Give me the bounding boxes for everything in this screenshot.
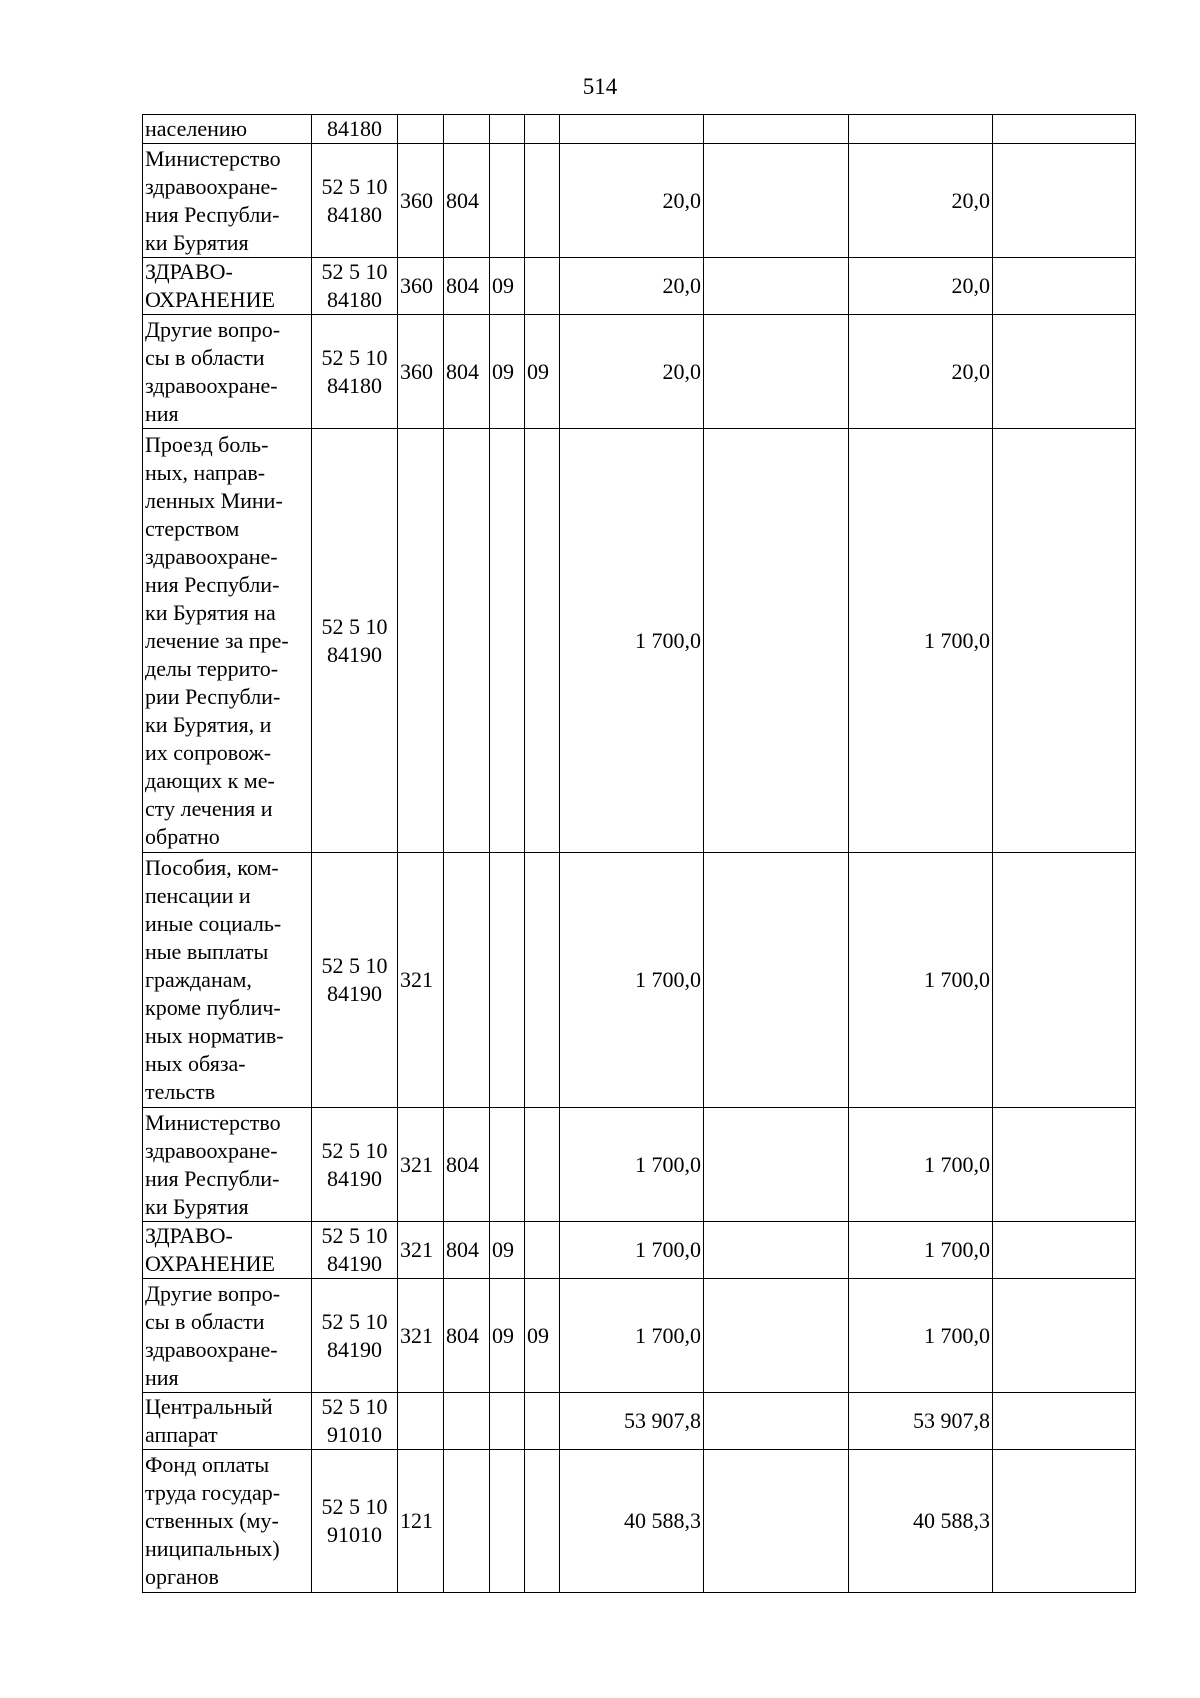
expense-type-cell xyxy=(398,115,444,144)
table-row xyxy=(143,115,1136,144)
row-name-cell-line: ные выплаты xyxy=(145,939,269,964)
target-article-code-cell xyxy=(312,1222,398,1279)
amount-cell-1: 1 700,0 xyxy=(560,1279,704,1393)
amount-cell-1: 40 588,3 xyxy=(560,1450,704,1593)
subsection-code-cell xyxy=(525,144,560,258)
table-row xyxy=(143,1108,1136,1222)
subsection-code-cell xyxy=(525,258,560,315)
row-name-cell xyxy=(143,429,312,853)
row-name-cell-line: ния xyxy=(145,1364,179,1390)
row-name-cell-line: Министерство xyxy=(145,1109,281,1135)
main-manager-code-cell xyxy=(444,115,490,144)
row-name-cell xyxy=(143,258,312,315)
row-name-cell-line: рии Республи- xyxy=(145,683,281,709)
amount-cell-3 xyxy=(849,115,993,144)
row-name-cell-line: ОХРАНЕНИЕ xyxy=(145,1251,275,1276)
amount-cell-2 xyxy=(704,115,849,144)
target-article-code-cell-line: 52 5 10 xyxy=(321,1494,388,1519)
row-name-cell-line: здравоохране- xyxy=(145,173,278,199)
table-row xyxy=(143,1393,1136,1450)
row-name-cell-line: обратно xyxy=(145,823,220,849)
row-name-cell-line: лечение за пре- xyxy=(145,627,289,653)
main-manager-code-cell xyxy=(444,1393,490,1450)
subsection-code-cell xyxy=(525,853,560,1108)
expense-type-cell: 321 xyxy=(398,1279,444,1393)
amount-cell-4 xyxy=(993,115,1136,144)
expense-type-cell: 321 xyxy=(398,1222,444,1279)
amount-cell-4 xyxy=(993,853,1136,1108)
target-article-code-cell-line: 52 5 10 xyxy=(321,1137,388,1163)
table-row xyxy=(143,1279,1136,1393)
row-name-cell xyxy=(143,315,312,429)
amount-cell-2 xyxy=(704,1108,849,1222)
table-row xyxy=(143,1222,1136,1279)
amount-cell-1 xyxy=(560,115,704,144)
row-name-cell-line: ЗДРАВО- xyxy=(145,1223,233,1248)
main-manager-code-cell: 804 xyxy=(444,1222,490,1279)
row-name-cell-line: сту лечения и xyxy=(145,795,273,821)
target-article-code-cell xyxy=(312,1450,398,1593)
row-name-cell-line: тельств xyxy=(145,1079,216,1104)
row-name-cell-line: ки Бурятия xyxy=(145,229,249,255)
target-article-code-cell xyxy=(312,144,398,258)
amount-cell-3: 20,0 xyxy=(849,258,993,315)
row-name-cell-line: пенсации и xyxy=(145,883,251,908)
amount-cell-4 xyxy=(993,1393,1136,1450)
row-name-cell-line: ния Республи- xyxy=(145,571,280,597)
amount-cell-4 xyxy=(993,429,1136,853)
target-article-code-cell-line: 91010 xyxy=(327,1522,382,1547)
amount-cell-3: 20,0 xyxy=(849,144,993,258)
section-code-cell xyxy=(490,115,525,144)
table-row xyxy=(143,258,1136,315)
table-row xyxy=(143,1450,1136,1593)
row-name-cell-line: стерством xyxy=(145,515,240,541)
row-name-cell-line: сы в области xyxy=(145,344,265,370)
section-code-cell xyxy=(490,429,525,853)
subsection-code-cell xyxy=(525,1108,560,1222)
row-name-cell-line: здравоохране- xyxy=(145,543,278,569)
row-name-cell xyxy=(143,853,312,1108)
row-name-cell-line: органов xyxy=(145,1564,219,1589)
subsection-code-cell xyxy=(525,1393,560,1450)
row-name-cell-line: труда государ- xyxy=(145,1480,281,1505)
target-article-code-cell xyxy=(312,1108,398,1222)
amount-cell-3: 1 700,0 xyxy=(849,429,993,853)
amount-cell-1: 20,0 xyxy=(560,315,704,429)
row-name-cell-line: иные социаль- xyxy=(145,911,282,936)
target-article-code-cell xyxy=(312,429,398,853)
target-article-code-cell-line: 84180 xyxy=(327,287,382,312)
section-code-cell xyxy=(490,1108,525,1222)
row-name-cell-line: ния Республи- xyxy=(145,1165,280,1191)
amount-cell-2 xyxy=(704,1450,849,1593)
row-name-cell-line: населению xyxy=(145,116,248,141)
amount-cell-2 xyxy=(704,315,849,429)
amount-cell-4 xyxy=(993,258,1136,315)
subsection-code-cell xyxy=(525,429,560,853)
amount-cell-2 xyxy=(704,144,849,258)
row-name-cell-line: ственных (му- xyxy=(145,1508,279,1533)
subsection-code-cell: 09 xyxy=(525,1279,560,1393)
row-name-cell-line: ных, направ- xyxy=(145,459,266,485)
expense-type-cell xyxy=(398,1393,444,1450)
row-name-cell-line: аппарат xyxy=(145,1422,218,1447)
row-name-cell-line: гражданам, xyxy=(145,967,252,992)
row-name-cell-line: делы террито- xyxy=(145,655,279,681)
expense-type-cell xyxy=(398,429,444,853)
main-manager-code-cell: 804 xyxy=(444,144,490,258)
target-article-code-cell xyxy=(312,1279,398,1393)
expense-type-cell: 360 xyxy=(398,144,444,258)
target-article-code-cell-line: 52 5 10 xyxy=(321,1223,388,1248)
row-name-cell-line: ки Бурятия на xyxy=(145,599,276,625)
amount-cell-3: 40 588,3 xyxy=(849,1450,993,1593)
target-article-code-cell-line: 84190 xyxy=(327,1336,382,1362)
row-name-cell-line: кроме публич- xyxy=(145,995,281,1020)
amount-cell-3: 20,0 xyxy=(849,315,993,429)
row-name-cell-line: сы в области xyxy=(145,1308,265,1334)
target-article-code-cell-line: 52 5 10 xyxy=(321,173,388,199)
target-article-code-cell xyxy=(312,1393,398,1450)
target-article-code-cell-line: 84180 xyxy=(327,201,382,227)
subsection-code-cell xyxy=(525,1450,560,1593)
main-manager-code-cell: 804 xyxy=(444,315,490,429)
table-row xyxy=(143,315,1136,429)
target-article-code-cell-line: 52 5 10 xyxy=(321,613,388,639)
amount-cell-4 xyxy=(993,1108,1136,1222)
amount-cell-4 xyxy=(993,315,1136,429)
amount-cell-2 xyxy=(704,429,849,853)
section-code-cell xyxy=(490,1450,525,1593)
table-row xyxy=(143,429,1136,853)
amount-cell-1: 1 700,0 xyxy=(560,429,704,853)
amount-cell-1: 20,0 xyxy=(560,258,704,315)
target-article-code-cell-line: 84180 xyxy=(327,116,382,141)
target-article-code-cell xyxy=(312,853,398,1108)
row-name-cell-line: ния Республи- xyxy=(145,201,280,227)
row-name-cell-line: Проезд боль- xyxy=(145,431,269,457)
amount-cell-3: 1 700,0 xyxy=(849,853,993,1108)
target-article-code-cell-line: 84180 xyxy=(327,372,382,398)
subsection-code-cell xyxy=(525,115,560,144)
target-article-code-cell xyxy=(312,258,398,315)
amount-cell-2 xyxy=(704,1393,849,1450)
amount-cell-2 xyxy=(704,1222,849,1279)
subsection-code-cell xyxy=(525,1222,560,1279)
table-row xyxy=(143,144,1136,258)
target-article-code-cell-line: 52 5 10 xyxy=(321,1394,388,1419)
main-manager-code-cell: 804 xyxy=(444,258,490,315)
row-name-cell-line: ОХРАНЕНИЕ xyxy=(145,287,275,312)
row-name-cell-line: Другие вопро- xyxy=(145,1280,281,1306)
table-row xyxy=(143,853,1136,1108)
amount-cell-1: 53 907,8 xyxy=(560,1393,704,1450)
amount-cell-2 xyxy=(704,1279,849,1393)
amount-cell-2 xyxy=(704,258,849,315)
expense-type-cell: 321 xyxy=(398,1108,444,1222)
row-name-cell-line: ки Бурятия xyxy=(145,1193,249,1219)
row-name-cell-line: Пособия, ком- xyxy=(145,855,279,880)
row-name-cell-line: ния xyxy=(145,400,179,426)
expense-type-cell: 121 xyxy=(398,1450,444,1593)
budget-table xyxy=(142,114,1136,1593)
row-name-cell-line: Министерство xyxy=(145,145,281,171)
amount-cell-3: 1 700,0 xyxy=(849,1108,993,1222)
amount-cell-4 xyxy=(993,1450,1136,1593)
main-manager-code-cell: 804 xyxy=(444,1108,490,1222)
section-code-cell: 09 xyxy=(490,1222,525,1279)
subsection-code-cell: 09 xyxy=(525,315,560,429)
main-manager-code-cell xyxy=(444,429,490,853)
row-name-cell-line: дающих к ме- xyxy=(145,767,275,793)
section-code-cell xyxy=(490,144,525,258)
row-name-cell-line: здравоохране- xyxy=(145,372,278,398)
row-name-cell xyxy=(143,144,312,258)
amount-cell-3: 53 907,8 xyxy=(849,1393,993,1450)
target-article-code-cell-line: 84190 xyxy=(327,981,382,1006)
row-name-cell-line: ленных Мини- xyxy=(145,487,283,513)
row-name-cell xyxy=(143,1393,312,1450)
amount-cell-1: 1 700,0 xyxy=(560,1222,704,1279)
row-name-cell-line: здравоохране- xyxy=(145,1137,278,1163)
row-name-cell-line: ниципальных) xyxy=(145,1536,280,1561)
section-code-cell xyxy=(490,853,525,1108)
row-name-cell-line: Центральный xyxy=(145,1394,273,1419)
amount-cell-4 xyxy=(993,1222,1136,1279)
target-article-code-cell xyxy=(312,115,398,144)
row-name-cell-line: Фонд оплаты xyxy=(145,1452,270,1477)
section-code-cell xyxy=(490,1393,525,1450)
amount-cell-2 xyxy=(704,853,849,1108)
row-name-cell-line: Другие вопро- xyxy=(145,316,281,342)
row-name-cell-line: их сопровож- xyxy=(145,739,272,765)
amount-cell-1: 20,0 xyxy=(560,144,704,258)
target-article-code-cell-line: 84190 xyxy=(327,641,382,667)
amount-cell-1: 1 700,0 xyxy=(560,1108,704,1222)
target-article-code-cell-line: 84190 xyxy=(327,1165,382,1191)
main-manager-code-cell xyxy=(444,853,490,1108)
target-article-code-cell-line: 52 5 10 xyxy=(321,344,388,370)
main-manager-code-cell xyxy=(444,1450,490,1593)
section-code-cell: 09 xyxy=(490,315,525,429)
amount-cell-4 xyxy=(993,1279,1136,1393)
amount-cell-4 xyxy=(993,144,1136,258)
target-article-code-cell xyxy=(312,315,398,429)
row-name-cell xyxy=(143,1222,312,1279)
amount-cell-3: 1 700,0 xyxy=(849,1279,993,1393)
target-article-code-cell-line: 52 5 10 xyxy=(321,259,388,284)
row-name-cell xyxy=(143,1279,312,1393)
row-name-cell xyxy=(143,1450,312,1593)
page-number: 514 xyxy=(582,74,618,99)
target-article-code-cell-line: 84190 xyxy=(327,1251,382,1276)
row-name-cell-line: ных норматив- xyxy=(145,1023,284,1048)
expense-type-cell: 321 xyxy=(398,853,444,1108)
main-manager-code-cell: 804 xyxy=(444,1279,490,1393)
section-code-cell: 09 xyxy=(490,1279,525,1393)
section-code-cell: 09 xyxy=(490,258,525,315)
target-article-code-cell-line: 91010 xyxy=(327,1422,382,1447)
expense-type-cell: 360 xyxy=(398,315,444,429)
target-article-code-cell-line: 52 5 10 xyxy=(321,1308,388,1334)
row-name-cell xyxy=(143,115,312,144)
row-name-cell xyxy=(143,1108,312,1222)
expense-type-cell: 360 xyxy=(398,258,444,315)
row-name-cell-line: ных обяза- xyxy=(145,1051,246,1076)
row-name-cell-line: ЗДРАВО- xyxy=(145,259,233,284)
amount-cell-3: 1 700,0 xyxy=(849,1222,993,1279)
row-name-cell-line: здравоохране- xyxy=(145,1336,278,1362)
table-body xyxy=(143,115,1136,1593)
amount-cell-1: 1 700,0 xyxy=(560,853,704,1108)
target-article-code-cell-line: 52 5 10 xyxy=(321,953,388,978)
row-name-cell-line: ки Бурятия, и xyxy=(145,711,272,737)
